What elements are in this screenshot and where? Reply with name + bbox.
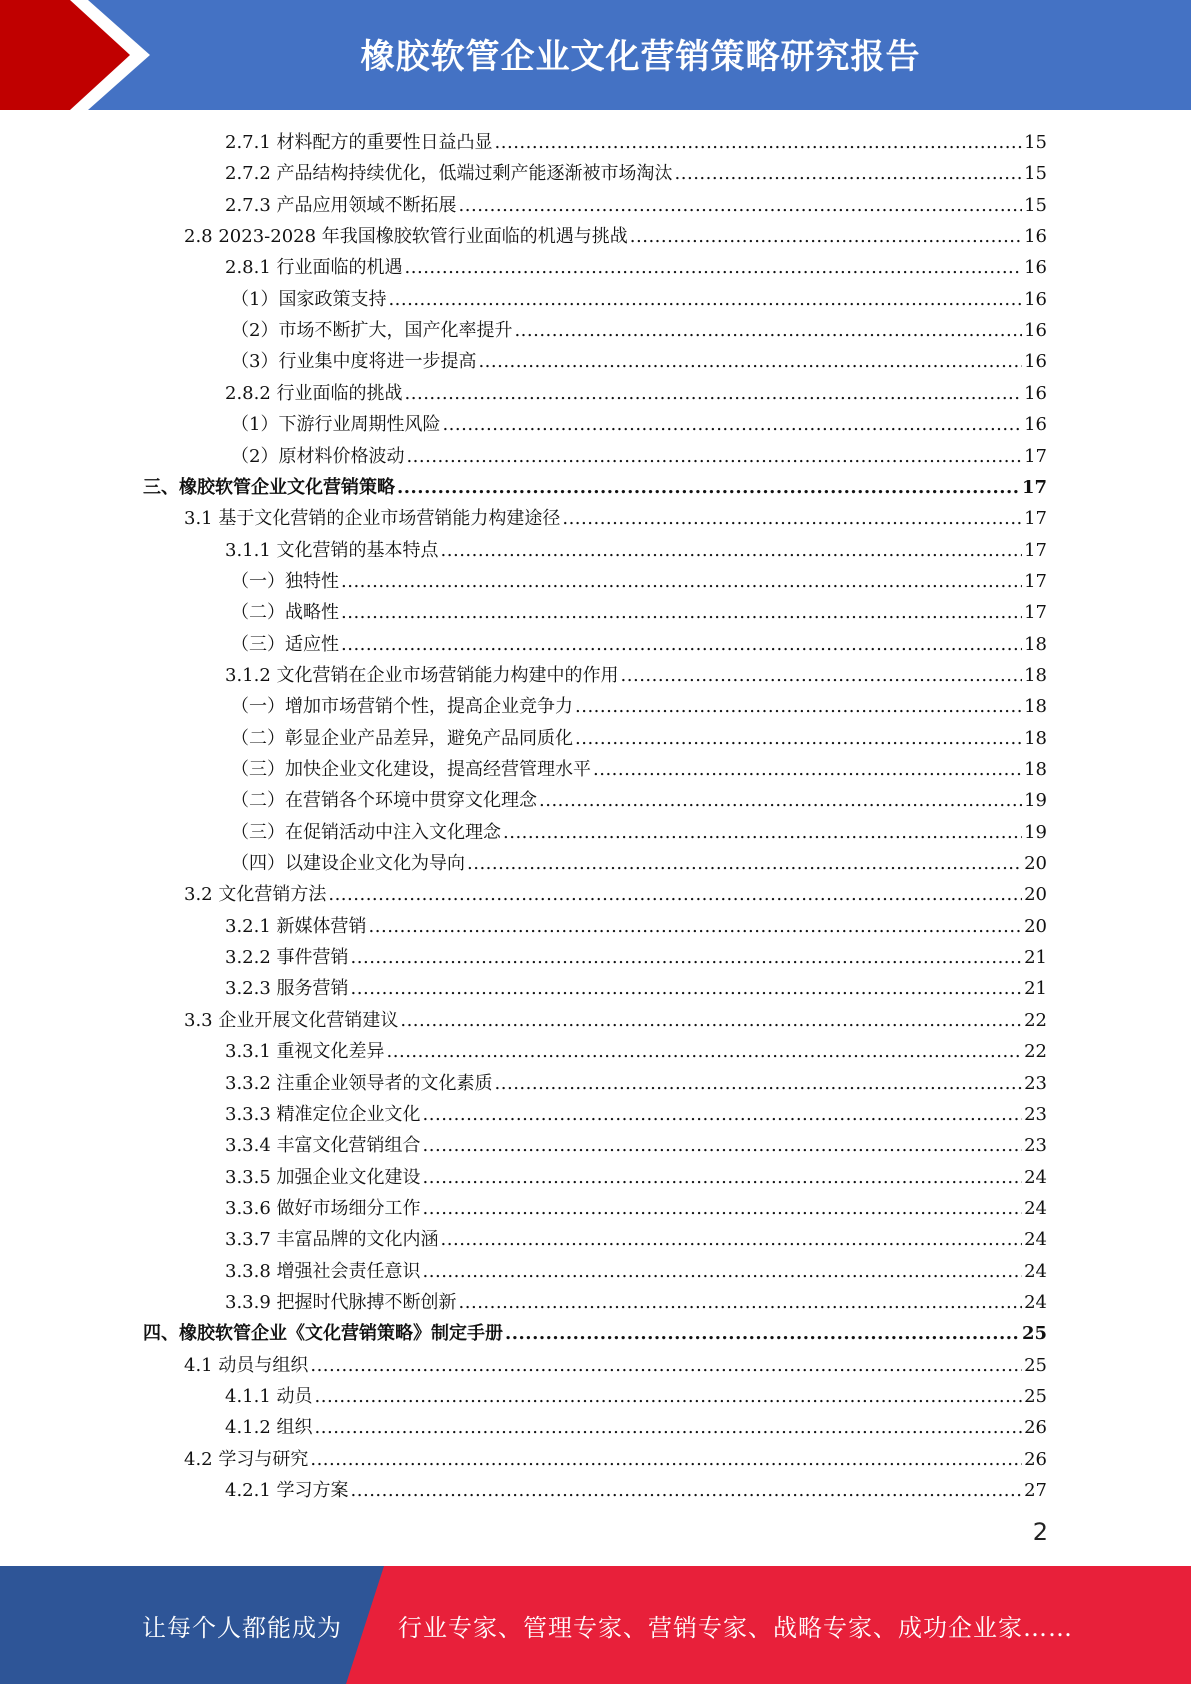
toc-entry-page: 22	[1024, 1041, 1047, 1063]
toc-dot-leader	[539, 785, 1022, 816]
toc-entry-page: 20	[1024, 853, 1047, 875]
toc-entry[interactable]	[184, 503, 1047, 534]
toc-entry-title: （二）彰显企业产品差异，避免产品同质化	[231, 727, 573, 749]
toc-entry-title: （2）市场不断扩大，国产化率提升	[231, 320, 513, 342]
toc-entry-title: 3.2.2 事件营销	[225, 947, 349, 969]
toc-entry[interactable]	[225, 127, 1047, 158]
toc-entry[interactable]	[231, 785, 1047, 816]
toc-dot-leader	[441, 1224, 1023, 1255]
toc-entry-page: 16	[1024, 288, 1047, 310]
toc-entry-page: 24	[1024, 1260, 1047, 1282]
toc-entry-title: 四、橡胶软管企业《文化营销策略》制定手册	[143, 1323, 503, 1345]
toc-dot-leader	[328, 879, 1022, 910]
toc-entry[interactable]	[225, 1193, 1047, 1224]
toc-entry[interactable]	[143, 1318, 1047, 1349]
toc-entry-page: 18	[1024, 664, 1047, 686]
toc-dot-leader	[505, 1318, 1020, 1349]
toc-entry-page: 22	[1024, 1009, 1047, 1031]
toc-entry-page: 16	[1024, 351, 1047, 373]
toc-entry[interactable]	[225, 378, 1047, 409]
toc-dot-leader	[310, 1444, 1022, 1475]
toc-entry-title: 3.2.1 新媒体营销	[225, 915, 367, 937]
toc-dot-leader	[387, 1036, 1023, 1067]
toc-entry[interactable]	[225, 1287, 1047, 1318]
toc-dot-leader	[503, 817, 1022, 848]
toc-entry[interactable]	[184, 879, 1047, 910]
toc-entry-page: 21	[1024, 947, 1047, 969]
toc-dot-leader	[351, 973, 1023, 1004]
toc-entry-page: 17	[1024, 570, 1047, 592]
toc-entry-page: 16	[1024, 414, 1047, 436]
toc-entry[interactable]	[231, 441, 1047, 472]
toc-entry-title: （1）国家政策支持	[231, 288, 387, 310]
toc-entry-title: 3.3.8 增强社会责任意识	[225, 1260, 421, 1282]
toc-dot-leader	[575, 691, 1022, 722]
toc-entry-title: 3.3.1 重视文化差异	[225, 1041, 385, 1063]
toc-entry-title: 3.2.3 服务营销	[225, 978, 349, 1000]
toc-entry-title: 3.3.5 加强企业文化建设	[225, 1166, 421, 1188]
toc-entry-page: 20	[1024, 915, 1047, 937]
toc-entry-title: 3.3.9 把握时代脉搏不断创新	[225, 1291, 457, 1313]
toc-dot-leader	[315, 1381, 1023, 1412]
toc-entry[interactable]	[184, 221, 1047, 252]
toc-entry[interactable]	[225, 158, 1047, 189]
toc-entry[interactable]	[231, 346, 1047, 377]
toc-entry-title: （一）增加市场营销个性，提高企业竞争力	[231, 696, 573, 718]
toc-entry[interactable]	[225, 252, 1047, 283]
toc-dot-leader	[630, 221, 1022, 252]
toc-entry[interactable]	[231, 597, 1047, 628]
toc-dot-leader	[514, 315, 1022, 346]
toc-entry-page: 15	[1024, 163, 1047, 185]
toc-entry[interactable]	[231, 315, 1047, 346]
toc-entry[interactable]	[225, 1162, 1047, 1193]
toc-entry-page: 26	[1024, 1417, 1047, 1439]
toc-dot-leader	[467, 848, 1022, 879]
toc-entry-title: 3.3.3 精准定位企业文化	[225, 1103, 421, 1125]
toc-dot-leader	[495, 127, 1023, 158]
toc-entry-page: 17	[1024, 602, 1047, 624]
toc-dot-leader	[423, 1193, 1023, 1224]
toc-entry[interactable]	[225, 973, 1047, 1004]
toc-dot-leader	[388, 284, 1022, 315]
toc-entry-page: 15	[1024, 194, 1047, 216]
toc-dot-leader	[351, 942, 1023, 973]
toc-entry-title: 3.3.7 丰富品牌的文化内涵	[225, 1229, 439, 1251]
toc-dot-leader	[341, 629, 1022, 660]
toc-entry-page: 24	[1024, 1197, 1047, 1219]
toc-entry-page: 18	[1024, 696, 1047, 718]
toc-entry-title: （1）下游行业周期性风险	[231, 414, 441, 436]
toc-dot-leader	[675, 158, 1023, 189]
toc-entry-title: 3.3.2 注重企业领导者的文化素质	[225, 1072, 493, 1094]
toc-entry[interactable]	[231, 723, 1047, 754]
toc-dot-leader	[423, 1130, 1023, 1161]
toc-entry[interactable]	[184, 1005, 1047, 1036]
toc-entry-title: 2.8 2023-2028 年我国橡胶软管行业面临的机遇与挑战	[184, 226, 628, 248]
toc-entry-page: 24	[1024, 1229, 1047, 1251]
toc-entry-page: 23	[1024, 1135, 1047, 1157]
toc-entry[interactable]	[231, 629, 1047, 660]
toc-entry[interactable]	[231, 848, 1047, 879]
toc-entry[interactable]	[225, 1036, 1047, 1067]
toc-entry-page: 24	[1024, 1166, 1047, 1188]
toc-entry-page: 19	[1024, 821, 1047, 843]
toc-entry[interactable]	[225, 911, 1047, 942]
toc-dot-leader	[405, 252, 1023, 283]
toc-entry-page: 23	[1024, 1072, 1047, 1094]
toc-entry-title: 4.1.1 动员	[225, 1386, 313, 1407]
toc-entry-title: 3.1 基于文化营销的企业市场营销能力构建途径	[184, 508, 561, 530]
toc-entry-page: 19	[1024, 790, 1047, 812]
toc-entry-page: 25	[1024, 1354, 1047, 1376]
toc-entry-title: 2.8.2 行业面临的挑战	[225, 382, 403, 404]
toc-entry[interactable]	[225, 942, 1047, 973]
toc-dot-leader	[315, 1412, 1023, 1443]
toc-entry-page: 18	[1024, 633, 1047, 655]
toc-entry[interactable]	[225, 660, 1047, 691]
toc-entry-page: 26	[1024, 1448, 1047, 1470]
toc-entry-title: 2.8.1 行业面临的机遇	[225, 257, 403, 279]
toc-entry-page: 17	[1024, 508, 1047, 530]
toc-entry[interactable]	[231, 284, 1047, 315]
toc-entry[interactable]	[225, 535, 1047, 566]
toc-entry-title: （二）战略性	[231, 602, 339, 624]
toc-dot-leader	[369, 911, 1023, 942]
toc-entry[interactable]	[225, 1381, 1047, 1412]
toc-entry[interactable]	[231, 754, 1047, 785]
toc-entry-title: 2.7.1 材料配方的重要性日益凸显	[225, 132, 493, 153]
toc-entry-title: 三、橡胶软管企业文化营销策略	[143, 476, 395, 498]
toc-dot-leader	[423, 1162, 1023, 1193]
toc-entry[interactable]	[225, 1256, 1047, 1287]
toc-dot-leader	[562, 503, 1022, 534]
toc-entry[interactable]	[231, 409, 1047, 440]
toc-entry-title: （四）以建设企业文化为导向	[231, 853, 465, 875]
toc-entry[interactable]	[225, 1130, 1047, 1161]
toc-entry-page: 25	[1024, 1386, 1047, 1407]
toc-entry-title: 4.2.1 学习方案	[225, 1480, 349, 1502]
toc-entry-title: 3.3.6 做好市场细分工作	[225, 1197, 421, 1219]
toc-entry-title: （3）行业集中度将进一步提高	[231, 351, 477, 373]
toc-entry[interactable]	[143, 472, 1047, 503]
toc-dot-leader	[397, 472, 1020, 503]
footer-slogan-left: 让每个人都能成为	[142, 1613, 342, 1642]
toc-entry[interactable]	[184, 1444, 1047, 1475]
document-title: 橡胶软管企业文化营销策略研究报告	[360, 36, 921, 77]
toc-entry-title: （二）在营销各个环境中贯穿文化理念	[231, 790, 537, 812]
toc-entry-page: 15	[1024, 132, 1047, 153]
toc-dot-leader	[621, 660, 1023, 691]
toc-entry-page: 17	[1024, 539, 1047, 561]
toc-entry-title: 3.3 企业开展文化营销建议	[184, 1009, 399, 1031]
toc-entry-page: 18	[1024, 727, 1047, 749]
toc-dot-leader	[441, 535, 1023, 566]
toc-dot-leader	[593, 754, 1022, 785]
toc-entry[interactable]	[231, 566, 1047, 597]
toc-entry[interactable]	[231, 817, 1047, 848]
page-footer	[0, 1566, 1191, 1684]
toc-entry-page: 16	[1024, 320, 1047, 342]
toc-entry-page: 20	[1024, 884, 1047, 906]
toc-entry-title: （三）适应性	[231, 633, 339, 655]
toc-entry-page: 18	[1024, 759, 1047, 780]
toc-entry-page: 16	[1024, 382, 1047, 404]
toc-entry-title: 4.2 学习与研究	[184, 1448, 309, 1470]
footer-slogan-right: 行业专家、管理专家、营销专家、战略专家、成功企业家……	[398, 1613, 1073, 1642]
toc-dot-leader	[442, 409, 1022, 440]
toc-entry-title: （2）原材料价格波动	[231, 445, 405, 467]
toc-entry-title: （三）加快企业文化建设，提高经营管理水平	[231, 759, 591, 780]
toc-dot-leader	[400, 1005, 1022, 1036]
toc-dot-leader	[310, 1350, 1022, 1381]
toc-dot-leader	[341, 566, 1022, 597]
toc-dot-leader	[495, 1068, 1023, 1099]
toc-entry[interactable]	[225, 1224, 1047, 1255]
toc-entry-page: 24	[1024, 1291, 1047, 1313]
toc-entry-page: 16	[1024, 257, 1047, 279]
toc-dot-leader	[423, 1099, 1023, 1130]
toc-entry-title: 4.1 动员与组织	[184, 1354, 309, 1376]
toc-dot-leader	[351, 1475, 1023, 1506]
page-header	[0, 0, 1191, 110]
toc-entry-title: 3.1.1 文化营销的基本特点	[225, 539, 439, 561]
toc-dot-leader	[423, 1256, 1023, 1287]
toc-entry-page: 21	[1024, 978, 1047, 1000]
toc-entry[interactable]	[184, 1350, 1047, 1381]
page-number: 2	[1032, 1518, 1048, 1546]
toc-dot-leader	[406, 441, 1022, 472]
toc-dot-leader	[459, 190, 1023, 221]
toc-entry-page: 16	[1024, 226, 1047, 248]
toc-entry-title: 2.7.3 产品应用领域不断拓展	[225, 194, 457, 216]
toc-entry-page: 25	[1021, 1323, 1047, 1345]
toc-entry-page: 17	[1024, 445, 1047, 467]
toc-entry[interactable]	[225, 1099, 1047, 1130]
toc-entry[interactable]	[225, 1412, 1047, 1443]
toc-dot-leader	[405, 378, 1023, 409]
toc-entry-title: 3.2 文化营销方法	[184, 884, 327, 906]
toc-dot-leader	[459, 1287, 1023, 1318]
toc-entry-title: 3.3.4 丰富文化营销组合	[225, 1135, 421, 1157]
toc-entry-page: 23	[1024, 1103, 1047, 1125]
toc-entry-title: 4.1.2 组织	[225, 1417, 313, 1439]
toc-entry[interactable]	[225, 190, 1047, 221]
toc-dot-leader	[478, 346, 1022, 377]
toc-dot-leader	[575, 723, 1022, 754]
toc-entry-page: 27	[1024, 1480, 1047, 1502]
toc-entry-title: （三）在促销活动中注入文化理念	[231, 821, 501, 843]
toc-entry-title: （一）独特性	[231, 570, 339, 592]
toc-entry[interactable]	[225, 1475, 1047, 1506]
toc-entry-title: 3.1.2 文化营销在企业市场营销能力构建中的作用	[225, 664, 619, 686]
toc-entry-title: 2.7.2 产品结构持续优化，低端过剩产能逐渐被市场淘汰	[225, 163, 673, 185]
toc-entry[interactable]	[225, 1068, 1047, 1099]
toc-entry-page: 17	[1021, 476, 1047, 498]
toc-dot-leader	[341, 597, 1022, 628]
toc-entry[interactable]	[231, 691, 1047, 722]
